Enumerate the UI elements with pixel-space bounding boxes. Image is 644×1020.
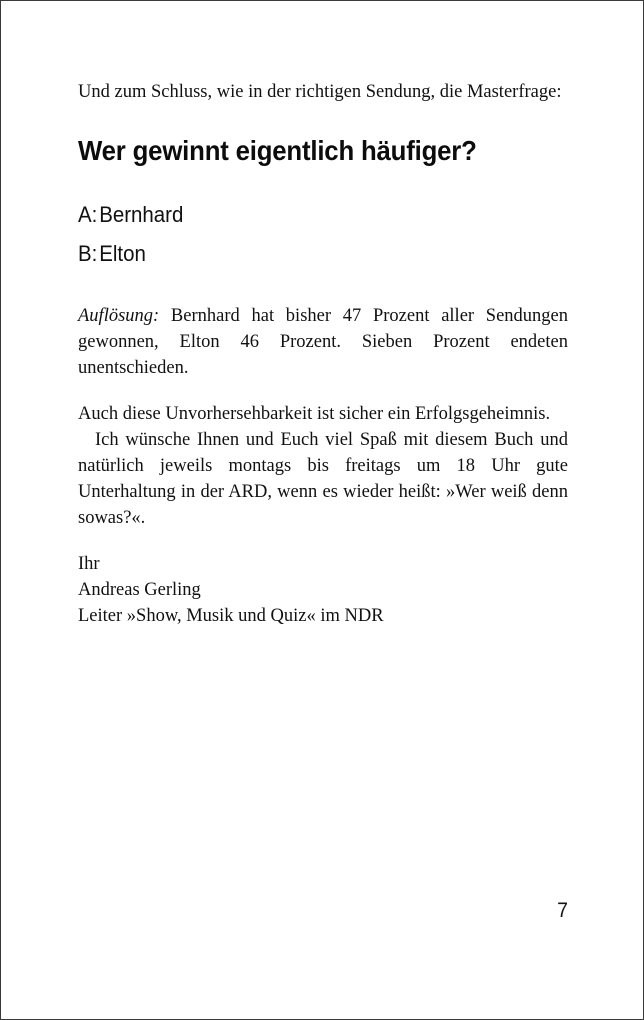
solution-text: Bernhard hat bisher 47 Prozent aller Sendungen gewonnen, Elton 46 Prozent. Sieben Prozent endeten unentschieden. [78,306,568,378]
signature-block [78,551,568,629]
answer-option-a-label: Bernhard [99,202,184,227]
signature-name: Andreas Gerling [78,580,201,600]
answer-option-b-label: Elton [99,241,146,266]
page-content [78,79,568,629]
intro-paragraph: Und zum Schluss, wie in der richtigen Sendung, die Masterfrage: [78,82,562,102]
spacer-after-options [78,273,568,303]
answer-option-b [78,234,534,273]
spacer-before-body-1 [78,381,568,401]
answer-options-list [78,195,568,273]
answer-option-a [78,195,534,234]
master-question-heading: Wer gewinnt eigentlich häufiger? [78,135,477,166]
body-paragraph-1: Auch diese Unvorhersehbarkeit ist sicher ein Erfolgsgeheimnis. [78,404,551,424]
spacer-after-intro [78,105,568,135]
spacer-after-heading [78,167,568,195]
signature-title: Leiter »Show, Musik und Quiz« im NDR [78,606,384,626]
solution-label: Auflösung: [78,306,160,326]
solution-paragraph [78,303,568,381]
body-paragraph-2-text: Ich wünsche Ihnen und Euch viel Spaß mit diesem Buch und natürlich jeweils montags bis freitags um 18 Uhr gute Unterhaltung in der ARD, wenn es wieder heißt: »Wer weiß denn sowas?«. [78,430,568,528]
answer-option-a-key: A: [78,202,98,227]
body-paragraph-2 [78,427,568,531]
page-number: 7 [557,899,568,922]
spacer-before-signature [78,531,568,551]
signature-closing: Ihr [78,554,100,574]
answer-option-b-key: B: [78,241,98,266]
